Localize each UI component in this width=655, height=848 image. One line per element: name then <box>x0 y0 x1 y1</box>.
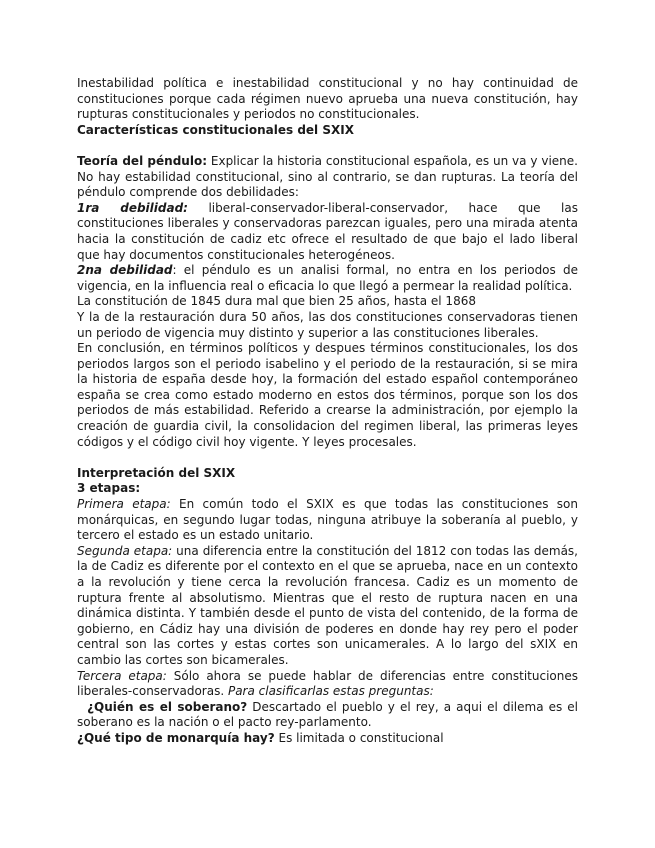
pendulo-paragraph <box>77 154 578 201</box>
question-monarquia-label: ¿Qué tipo de monarquía hay? <box>77 730 275 745</box>
debilidad2-paragraph <box>77 263 578 294</box>
etapa3-paragraph <box>77 669 578 700</box>
question-soberano-text: Descartado el pueblo y el rey, a aqui el dilema es el soberano es la nación o el pacto rey-parlamento. <box>77 699 578 730</box>
etapa3-text: Sólo ahora se puede hablar de diferencias entre constituciones liberales-conservadoras. <box>77 668 579 699</box>
debilidad1-label: 1ra debilidad: <box>77 200 188 215</box>
debilidad2-text: : el péndulo es un analisi formal, no entra en los periodos de vigencia, en la influencia real o eficacia lo que llegó a permear la realidad política. <box>77 263 578 293</box>
etapa3-italic-tail: Para clasificarlas estas preguntas: <box>227 684 434 699</box>
pendulo-label: Teoría del péndulo: <box>77 153 207 168</box>
restauracion-paragraph: Y la de la restauración dura 50 años, las dos constituciones conservadoras tienen un periodo de vigencia muy distinto y superior a las constituciones liberales. <box>77 309 578 340</box>
question-soberano-paragraph <box>77 700 578 731</box>
etapa1-label: Primera etapa: <box>77 497 171 512</box>
etapa3-label: Tercera etapa: <box>77 668 167 683</box>
etapa2-label: Segunda etapa: <box>77 543 173 558</box>
pendulo-text: Explicar la historia constitucional española, es un va y viene. No hay estabilidad constitucional, sino al contrario, se dan rupturas. La teoría del péndulo comprende dos debilidades: <box>77 153 578 200</box>
heading-etapas: 3 etapas: <box>77 481 141 496</box>
question-monarquia-text: Es limitada o constitucional <box>274 730 444 745</box>
blank-line <box>77 138 578 154</box>
etapa1-text: En común todo el SXIX es que todas las constituciones son monárquicas, en segundo lugar todas, ninguna atribuye la soberanía al pueblo, y tercero el estado es un estado unitario. <box>77 497 578 543</box>
etapa1-paragraph <box>77 497 578 544</box>
constitucion-1845-paragraph: La constitución de 1845 dura mal que bien 25 años, hasta el 1868 <box>77 294 476 309</box>
heading-caracteristicas: Características constitucionales del SXIX <box>77 122 354 137</box>
intro-paragraph: Inestabilidad política e inestabilidad constitucional y no hay continuidad de constituciones porque cada régimen nuevo aprueba una nueva constitución, hay rupturas constitucionales y periodos no constitucionales. <box>77 76 578 122</box>
debilidad1-text: liberal-conservador-liberal-conservador, hace que las constituciones liberales y conservadoras parezcan iguales, pero una mirada atenta hacia la constitución de cadiz etc ofrece el resultado de que bajo el lado liberal que hay documentos constitucionales heterogéneos. <box>77 200 578 262</box>
debilidad2-label: 2na debilidad <box>77 263 173 278</box>
blank-line <box>77 450 578 466</box>
heading-interpretacion: Interpretación del SXIX <box>77 465 236 480</box>
question-monarquia-paragraph <box>77 731 578 747</box>
etapa2-text: una diferencia entre la constitución del 1812 con todas las demás, la de Cadiz es diferente por el contexto en el que se aprueba, nace en un contexto a la revolución y tiene cerca la revolución francesa. Cadiz es un momento de ruptura frente al absolutismo. Mientras que el resto de ruptura nacen en una dinámica distinta. Y también desde el punto de vista del contenido, de la forma de gobierno, en Cádiz hay una división de poderes en donde hay rey pero el poder central son las cortes y estas cortes son unicamerales. A lo largo del sXIX en cambio las cortes son bicamerales. <box>77 543 578 667</box>
etapa2-paragraph <box>77 544 578 669</box>
debilidad1-paragraph <box>77 201 578 263</box>
conclusion-paragraph: En conclusión, en términos políticos y despues términos constitucionales, los dos periodos largos son el periodo isabelino y el periodo de la restauración, si se mira la historia de españa desde hoy, la formación del estado español contemporáneo españa se crea como estado moderno en estos dos términos, porque son los dos periodos de más estabilidad. Referido a crearse la administración, por ejemplo la creación de guardia civil, la consolidacion del regimen liberal, las primeras leyes códigos y el código civil hoy vigente. Y leyes procesales. <box>77 341 578 449</box>
question-soberano-label: ¿Quién es el soberano? <box>87 699 248 714</box>
